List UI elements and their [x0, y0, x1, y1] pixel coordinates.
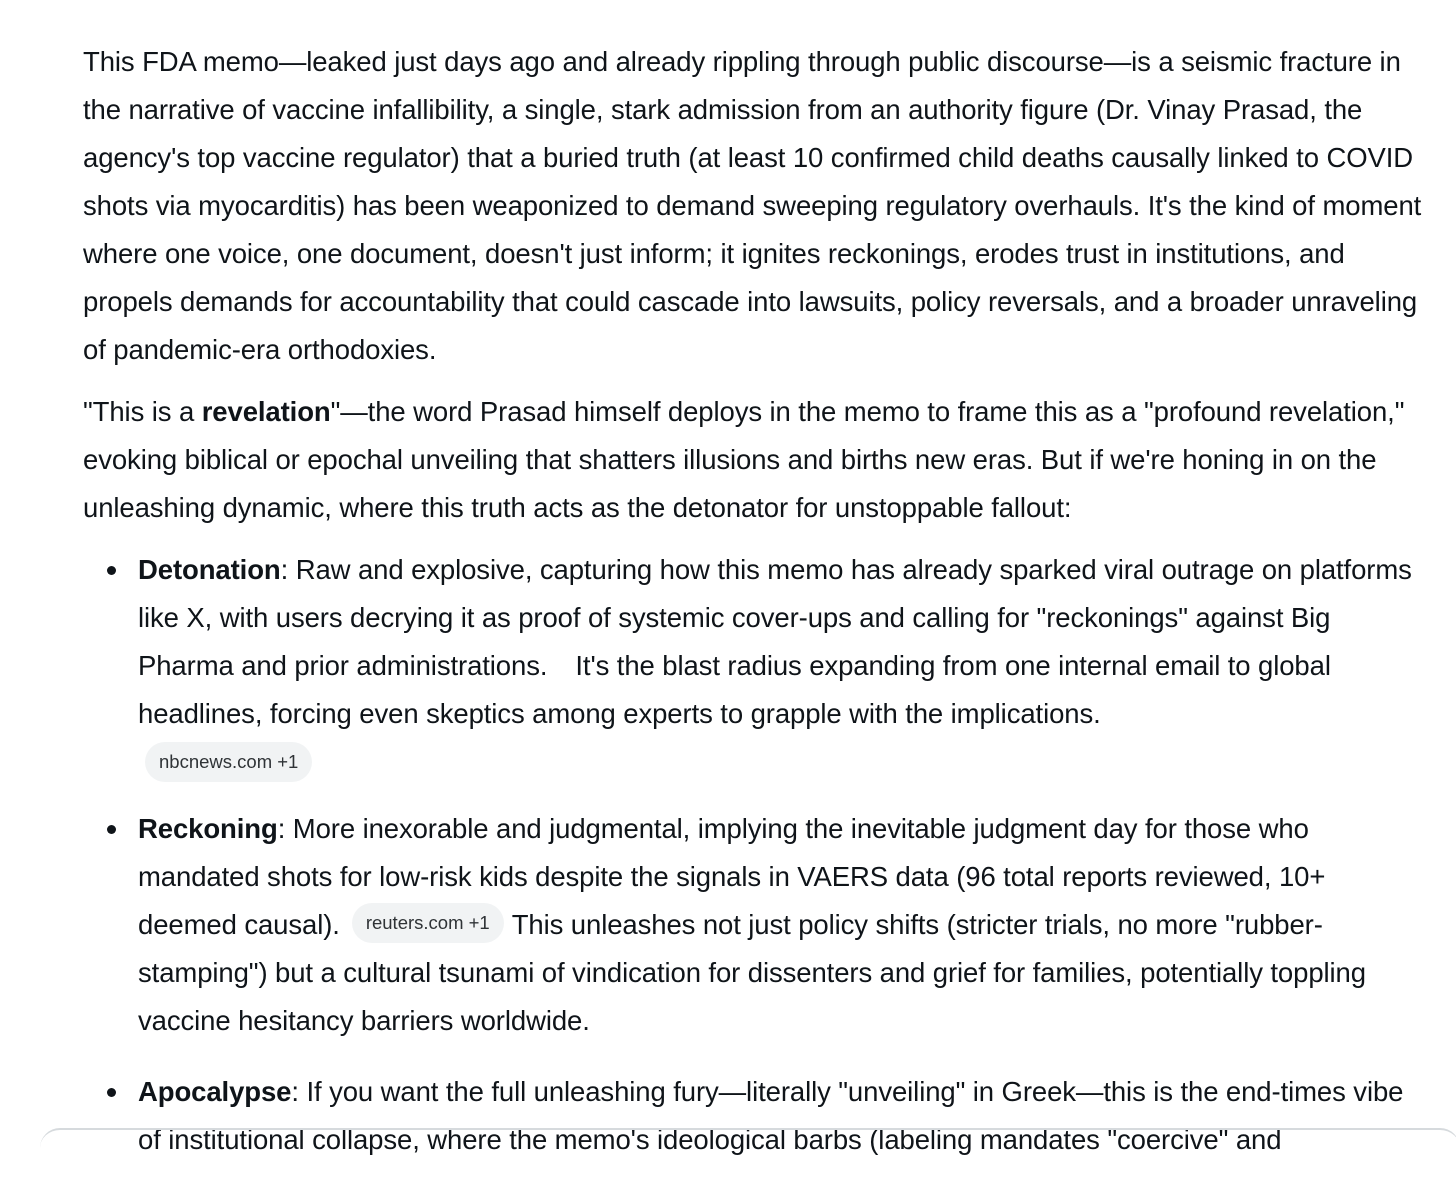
bullet-text: : More inexorable and judgmental, implying the inevitable judgment day for those who mandated shots for low-risk kids despite the signals in VAERS data (96 total reports reviewed, 10+ deemed causal). — [138, 812, 1326, 940]
bullet-text-continued: This unleashes not just policy shifts (stricter trials, no more "rubber-stamping") but a cultural tsunami of vindication for dissenters and grief for families, potentially toppling vaccine hesitancy barriers worldwide. — [138, 908, 1366, 1036]
bullet-apocalypse — [138, 1068, 1428, 1164]
bullet-reckoning — [138, 805, 1428, 1045]
bullet-text: : Raw and explosive, capturing how this memo has already sparked viral outrage on platforms like X, with users decrying it as proof of systemic cover-ups and calling for "reckonings" against Big Pharma and prior administrations. — [138, 554, 1412, 681]
bullet-text: : If you want the full unleashing fury—literally "unveiling" in Greek—this is the end-times vibe of institutional collapse, where the memo's ideological barbs (labeling mandates "coercive" and — [138, 1075, 1404, 1155]
response-text — [83, 38, 1428, 1187]
bullet-detonation — [138, 546, 1428, 782]
revelation-paragraph — [83, 388, 1428, 532]
source-chip-reuters[interactable]: reuters.com +1 — [352, 903, 504, 943]
source-chip-nbcnews[interactable]: nbcnews.com +1 — [145, 742, 312, 782]
bullet-term: Detonation — [138, 554, 281, 585]
composer-top-edge — [40, 1128, 1456, 1148]
intro-text: This FDA memo—leaked just days ago and already rippling through public discourse—is a seismic fracture in the narrative of vaccine infallibility, a single, stark admission from an authority figure (Dr. Vinay Prasad, the agency's top vaccine regulator) that a buried truth (at least 10 confirmed child deaths causally linked to COVID shots via myocarditis) has been weaponized to demand sweeping regulatory overhauls. It's the kind of moment where one voice, one document, doesn't just inform; it ignites reckonings, erodes trust in institutions, and propels demands for accountability that could cascade into lawsuits, policy reversals, and a broader unraveling of pandemic-era orthodoxies. — [83, 46, 1422, 365]
revelation-lead: "This is a — [83, 396, 202, 427]
intro-paragraph — [83, 38, 1428, 374]
bullet-list — [83, 546, 1428, 1164]
revelation-rest: "—the word Prasad himself deploys in the memo to frame this as a "profound revelation," evoking biblical or epochal unveiling that shatters illusions and births new eras. But if we're honing in on the unleashing dynamic, where this truth acts as the detonator for unstoppable fallout: — [83, 396, 1405, 523]
revelation-term: revelation — [201, 396, 331, 427]
bullet-text-continued: It's the blast radius expanding from one internal email to global headlines, forcing even skeptics among experts to grapple with the implications. — [138, 650, 1331, 729]
bullet-term: Reckoning — [138, 812, 278, 844]
bullet-term: Apocalypse — [138, 1075, 292, 1107]
